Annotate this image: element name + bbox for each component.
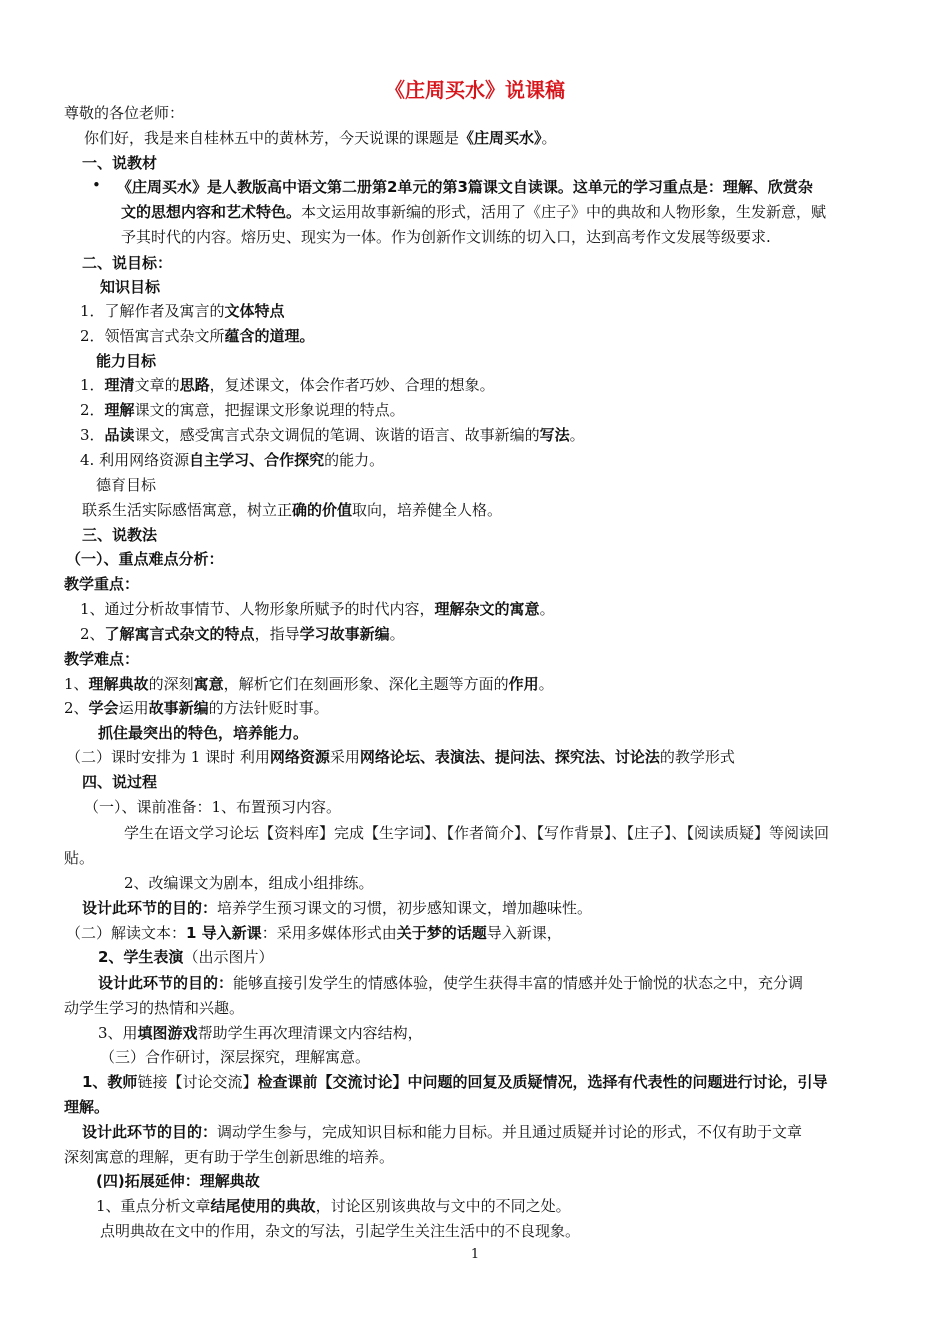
bold-text-run: 思路 (179, 376, 210, 394)
text-line (82, 1121, 802, 1143)
bold-text-run: 设计此环节的目的： (82, 1123, 218, 1141)
text-line (64, 102, 184, 124)
bold-text-run: 写法 (539, 426, 570, 444)
text-line (64, 847, 94, 869)
text-run: 。 (569, 426, 585, 444)
text-run: 1、通过分析故事情节、人物形象所赋予的时代内容， (80, 600, 435, 618)
text-line (80, 449, 384, 471)
text-run: 学生在语文学习论坛【资料库】完成【生字词】、【作者简介】、【写作背景】、【庄子】、【阅读质疑】等阅读回 (124, 824, 830, 842)
bold-text-run: 理解 (104, 401, 135, 419)
bold-text-run: 填图游戏 (137, 1024, 198, 1042)
text-line (80, 623, 405, 645)
bold-text-run: 教学重点： (64, 575, 140, 593)
bold-text-run: 理解典故 (88, 675, 149, 693)
bold-text-run: 确的价值 (292, 501, 353, 519)
text-run: 1．了解作者及寓言的 (80, 302, 225, 320)
text-run: （三）合作研讨，深层探究，理解寓意。 (100, 1048, 371, 1066)
bold-text-run: （一）、重点难点分析： (66, 550, 224, 568)
text-run: 文章的 (134, 376, 180, 394)
text-run: 2． (80, 401, 105, 419)
text-run: 链接【讨论交流】 (137, 1073, 258, 1091)
text-line (82, 1071, 827, 1093)
bold-text-run: (四)拓展延伸：理解典故 (96, 1172, 260, 1190)
text-run: 3、用 (98, 1024, 138, 1042)
text-run: 导入新课， (486, 924, 562, 942)
text-run: 取向，培养健全人格。 (352, 501, 503, 519)
text-run: 1． (80, 376, 105, 394)
text-run: 贴。 (64, 849, 95, 867)
text-line (80, 374, 495, 396)
bold-text-run: 学习故事新编 (299, 625, 390, 643)
text-line (66, 922, 562, 944)
bold-text-run: 学会 (88, 699, 119, 717)
text-run: （出示图片） (183, 948, 274, 966)
page-number: 1 (470, 1247, 480, 1262)
text-run: 。 (539, 600, 555, 618)
text-line (121, 226, 771, 248)
text-run: 培养学生预习课文的习惯，初步感知课文，增加趣味性。 (217, 899, 593, 917)
bold-text-run: 一、说教材 (82, 154, 158, 172)
text-line (64, 573, 139, 595)
text-line (66, 746, 735, 768)
text-run: 本文运用故事新编的形式，活用了《庄子》中的典故和人物形象，生发新意，赋 (301, 203, 827, 221)
bold-text-run: 《庄周买水》 (459, 129, 542, 147)
text-run: 点明典故在文中的作用，杂文的写法，引起学生关注生活中的不良现象。 (100, 1222, 581, 1240)
text-line (82, 252, 172, 274)
bullet-dot: • (92, 176, 101, 194)
text-line (82, 499, 502, 521)
bold-text-run: 2、学生表演 (98, 948, 184, 966)
text-run: 4. 利用网络资源 (80, 451, 190, 469)
text-run: 1、 (64, 675, 89, 693)
text-line (100, 1046, 370, 1068)
bold-text-run: 理解杂文的寓意 (434, 600, 540, 618)
bold-text-run: 检查课前【交流讨论】中问题的回复及质疑情况，选择有代表性的问题进行讨论，引导 (257, 1073, 828, 1091)
text-run: 课文，感受寓言式杂文调侃的笔调、诙谐的语言、故事新编的 (134, 426, 540, 444)
text-run: 德育目标 (96, 476, 157, 494)
text-run: 。 (389, 625, 405, 643)
bold-text-run: 品读 (104, 426, 135, 444)
text-run: 帮助学生再次理清课文内容结构， (197, 1024, 423, 1042)
bold-text-run: 《庄周买水》是人教版高中语文第二册第2单元的第3篇课文自读课。这单元的学习重点是：理解、欣赏杂 (117, 178, 813, 196)
text-line (100, 276, 160, 298)
text-run: 采用 (329, 748, 360, 766)
text-line (124, 822, 829, 844)
text-line (82, 524, 157, 546)
text-line (64, 648, 139, 670)
text-run: 的教学形式 (659, 748, 735, 766)
text-run: ，解析它们在刻画形象、深化主题等方面的 (223, 675, 509, 693)
text-run: （一）、课前准备：1、布置预习内容。 (84, 798, 342, 816)
text-run: 的方法针贬时事。 (208, 699, 329, 717)
text-run: 运用 (118, 699, 149, 717)
bold-text-run: 抓住最突出的特色，培养能力。 (98, 724, 309, 742)
bold-text-run: 设计此环节的目的： (82, 899, 218, 917)
text-run: 予其时代的内容。熔历史、现实为一体。作为创新作文训练的切入口，达到高考作文发展等级要求. (121, 228, 771, 246)
text-run: 深刻寓意的理解，更有助于学生创新思维的培养。 (64, 1148, 395, 1166)
bold-text-run: 三、说教法 (82, 526, 158, 544)
text-line (80, 399, 405, 421)
text-run: 。 (541, 129, 557, 147)
text-line (64, 673, 554, 695)
bold-text-run: 寓意 (193, 675, 224, 693)
text-line (64, 1096, 109, 1118)
bold-text-run: 自主学习、合作探究 (189, 451, 325, 469)
text-run: ，复述课文，体会作者巧妙、合理的想象。 (209, 376, 495, 394)
text-line (96, 1170, 260, 1192)
text-run: 能够直接引发学生的情感体验，使学生获得丰富的情感并处于愉悦的状态之中，充分调 (233, 974, 804, 992)
text-run: 课文的寓意，把握课文形象说理的特点。 (134, 401, 405, 419)
bold-text-run: 知识目标 (100, 278, 161, 296)
text-line (66, 548, 224, 570)
text-run: ：采用多媒体形式由 (261, 924, 397, 942)
text-run: 尊敬的各位老师： (64, 104, 185, 122)
bold-text-run: 文的思想内容和艺术特色。 (121, 203, 302, 221)
bold-text-run: 网络资源 (269, 748, 330, 766)
text-line (82, 771, 157, 793)
text-line (80, 598, 555, 620)
text-line (84, 127, 557, 149)
bold-text-run: 文体特点 (224, 302, 285, 320)
bold-text-run: 了解寓言式杂文的特点 (104, 625, 255, 643)
text-run: 2．领悟寓言式杂文所 (80, 327, 225, 345)
text-line (100, 1220, 580, 1242)
bold-text-run: 网络论坛、表演法、提问法、探究法、讨论法 (359, 748, 660, 766)
text-line (98, 972, 803, 994)
text-run: 联系生活实际感悟寓意，树立正 (82, 501, 293, 519)
bold-text-run: 四、说过程 (82, 773, 158, 791)
text-run: 你们好，我是来自桂林五中的黄林芳，今天说课的课题是 (84, 129, 460, 147)
text-run: 的深刻 (148, 675, 194, 693)
text-run: 3． (80, 426, 105, 444)
document-title: 《庄周买水》说课稿 (385, 78, 565, 102)
bold-text-run: 理清 (104, 376, 135, 394)
text-run: 动学生学习的热情和兴趣。 (64, 999, 245, 1017)
bold-text-run: 1、教师 (82, 1073, 138, 1091)
text-run: （二）课时安排为 1 课时 利用 (66, 748, 270, 766)
text-run: 2、 (64, 699, 89, 717)
text-line (98, 722, 308, 744)
text-run: ，讨论区别该典故与文中的不同之处。 (315, 1197, 571, 1215)
text-line (80, 300, 285, 322)
text-run: 的能力。 (324, 451, 385, 469)
text-run: 1、重点分析文章 (96, 1197, 211, 1215)
text-line (124, 872, 374, 894)
text-line (82, 897, 592, 919)
text-line (80, 325, 315, 347)
bold-text-run: 教学难点： (64, 650, 140, 668)
text-line (96, 350, 156, 372)
text-line (117, 176, 813, 198)
bold-text-run: 1 导入新课 (186, 924, 262, 942)
text-line (80, 424, 585, 446)
text-run: 。 (538, 675, 554, 693)
bold-text-run: 蕴含的道理。 (224, 327, 315, 345)
bold-text-run: 理解。 (64, 1098, 110, 1116)
text-run: 2、改编课文为剧本，组成小组排练。 (124, 874, 374, 892)
bold-text-run: 关于梦的话题 (396, 924, 487, 942)
bold-text-run: 作用 (508, 675, 539, 693)
text-line (98, 1022, 423, 1044)
bold-text-run: 结尾使用的典故 (210, 1197, 316, 1215)
text-line (96, 474, 156, 496)
text-line (64, 1146, 394, 1168)
bold-text-run: 能力目标 (96, 352, 157, 370)
text-run: 2、 (80, 625, 105, 643)
text-run: ，指导 (254, 625, 300, 643)
text-line (98, 946, 273, 968)
bold-text-run: 设计此环节的目的： (98, 974, 234, 992)
text-line (84, 796, 341, 818)
text-run: （二）解读文本： (66, 924, 187, 942)
text-line (64, 997, 244, 1019)
text-line (82, 152, 157, 174)
bold-text-run: 故事新编 (148, 699, 209, 717)
text-line (96, 1195, 571, 1217)
bold-text-run: 二、说目标： (82, 254, 173, 272)
text-run: 调动学生参与，完成知识目标和能力目标。并且通过质疑并讨论的形式，不仅有助于文章 (217, 1123, 803, 1141)
text-line (64, 697, 329, 719)
text-line (121, 201, 826, 223)
